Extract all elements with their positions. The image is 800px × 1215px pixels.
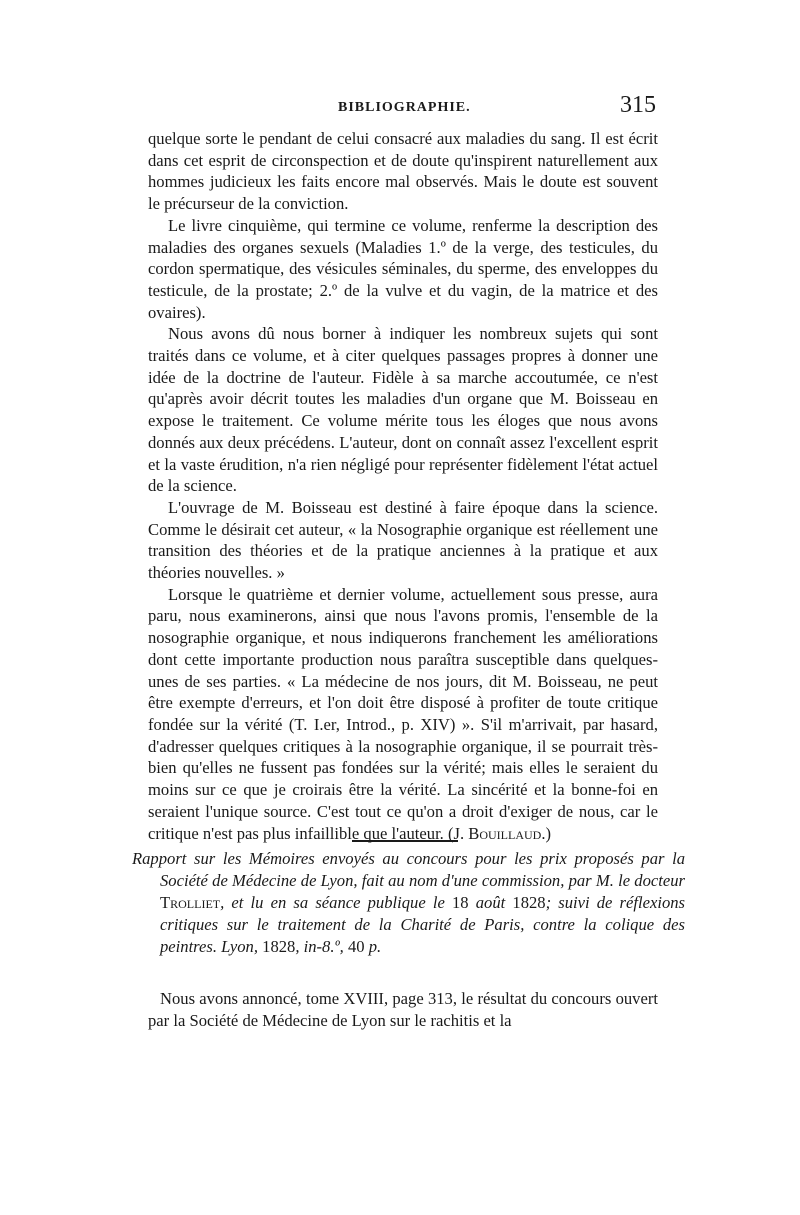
bibliographic-entry: Rapport sur les Mémoires envoyés au concours pour les prix proposés par la Société de Médecine de Lyon, fait au nom d'une commission, par M. le docteur Trolliet, et lu en sa séance publique le 18 août 1828; suivi de réflexions critiques sur le traitement de la Charité de Paris, contre la colique des peintres. Lyon, 1828, in-8.º, 40 p. (132, 849, 685, 956)
paragraph: quelque sorte le pendant de celui consacré aux maladies du sang. Il est écrit dans cet esprit de circonspection et de doute qu'inspirent naturellement aux hommes judicieux les faits encore mal observés. Mais le doute est souvent le précurseur de la conviction. (148, 129, 658, 214)
page-header (148, 92, 658, 130)
citation-author: Trolliet (160, 893, 221, 912)
closing-text (148, 988, 658, 1032)
page-number: 315 (620, 92, 656, 118)
paragraph: L'ouvrage de M. Boisseau est destiné à faire époque dans la science. Comme le désirait cet auteur, « la Nosographie organique est réellement une transition des théories et de la pratique anciennes à la pratique et aux théories nouvelles. » (148, 497, 658, 583)
body-text (148, 128, 658, 844)
running-head: BIBLIOGRAPHIE. (338, 100, 471, 115)
paragraph: Nous avons annoncé, tome XVIII, page 313, le résultat du concours ouvert par la Société de Médecine de Lyon sur le rachitis et la (148, 989, 658, 1030)
paragraph (148, 584, 658, 844)
paragraph-text: Lorsque le quatrième et dernier volume, actuellement sous presse, aura paru, nous examinerons, ainsi que nous l'avons promis, l'ensemble de la nosographie organique, et nous indiquerons franchement les améliorations dont cette importante production nous paraîtra susceptible dans quelques-unes de ses parties. « La médecine de nos jours, dit M. Boisseau, ne peut être exempte d'erreurs, et l'on doit être disposé à profiter de toute critique fondée sur la vérité (T. I.er, Introd., p. XIV) ». S'il m'arrivait, par hasard, d'adresser quelques critiques à la nosographie organique, il se pourrait très-bien qu'elles ne fussent pas fondées sur la vérité; mais elles le seraient du moins sur ce que je croirais être la vérité. La sincérité et la bonne-foi en seraient l'unique source. C'est tout ce qu'on a droit d'exiger de nous, car le critique n'est pas plus infaillible que l'auteur. (148, 584, 658, 843)
paragraph: Le livre cinquième, qui termine ce volume, renferme la description des maladies des organes sexuels (Maladies 1.º de la verge, des testicules, du cordon spermatique, des vésicules séminales, du sperme, des enveloppes du testicule, de la prostate; 2.º de la vulve et du vagin, de la matrice et des ovaires). (148, 215, 658, 322)
paragraph: Nous avons dû nous borner à indiquer les nombreux sujets qui sont traités dans ce volume, et à citer quelques passages propres à donner une idée de la doctrine de l'auteur. Fidèle à sa marche accoutumée, ce n'est qu'après avoir décrit toutes les maladies d'un organe que M. Boisseau en expose le traitement. Ce volume mérite tous les éloges que nous avons donnés aux deux précédens. L'auteur, dont on connaît assez l'excellent esprit et la vaste érudition, n'a rien négligé pour représenter fidèlement l'état actuel de la science. (148, 324, 658, 496)
section-divider (352, 840, 458, 842)
review-signature: (J. Bouillaud.) (448, 823, 552, 843)
